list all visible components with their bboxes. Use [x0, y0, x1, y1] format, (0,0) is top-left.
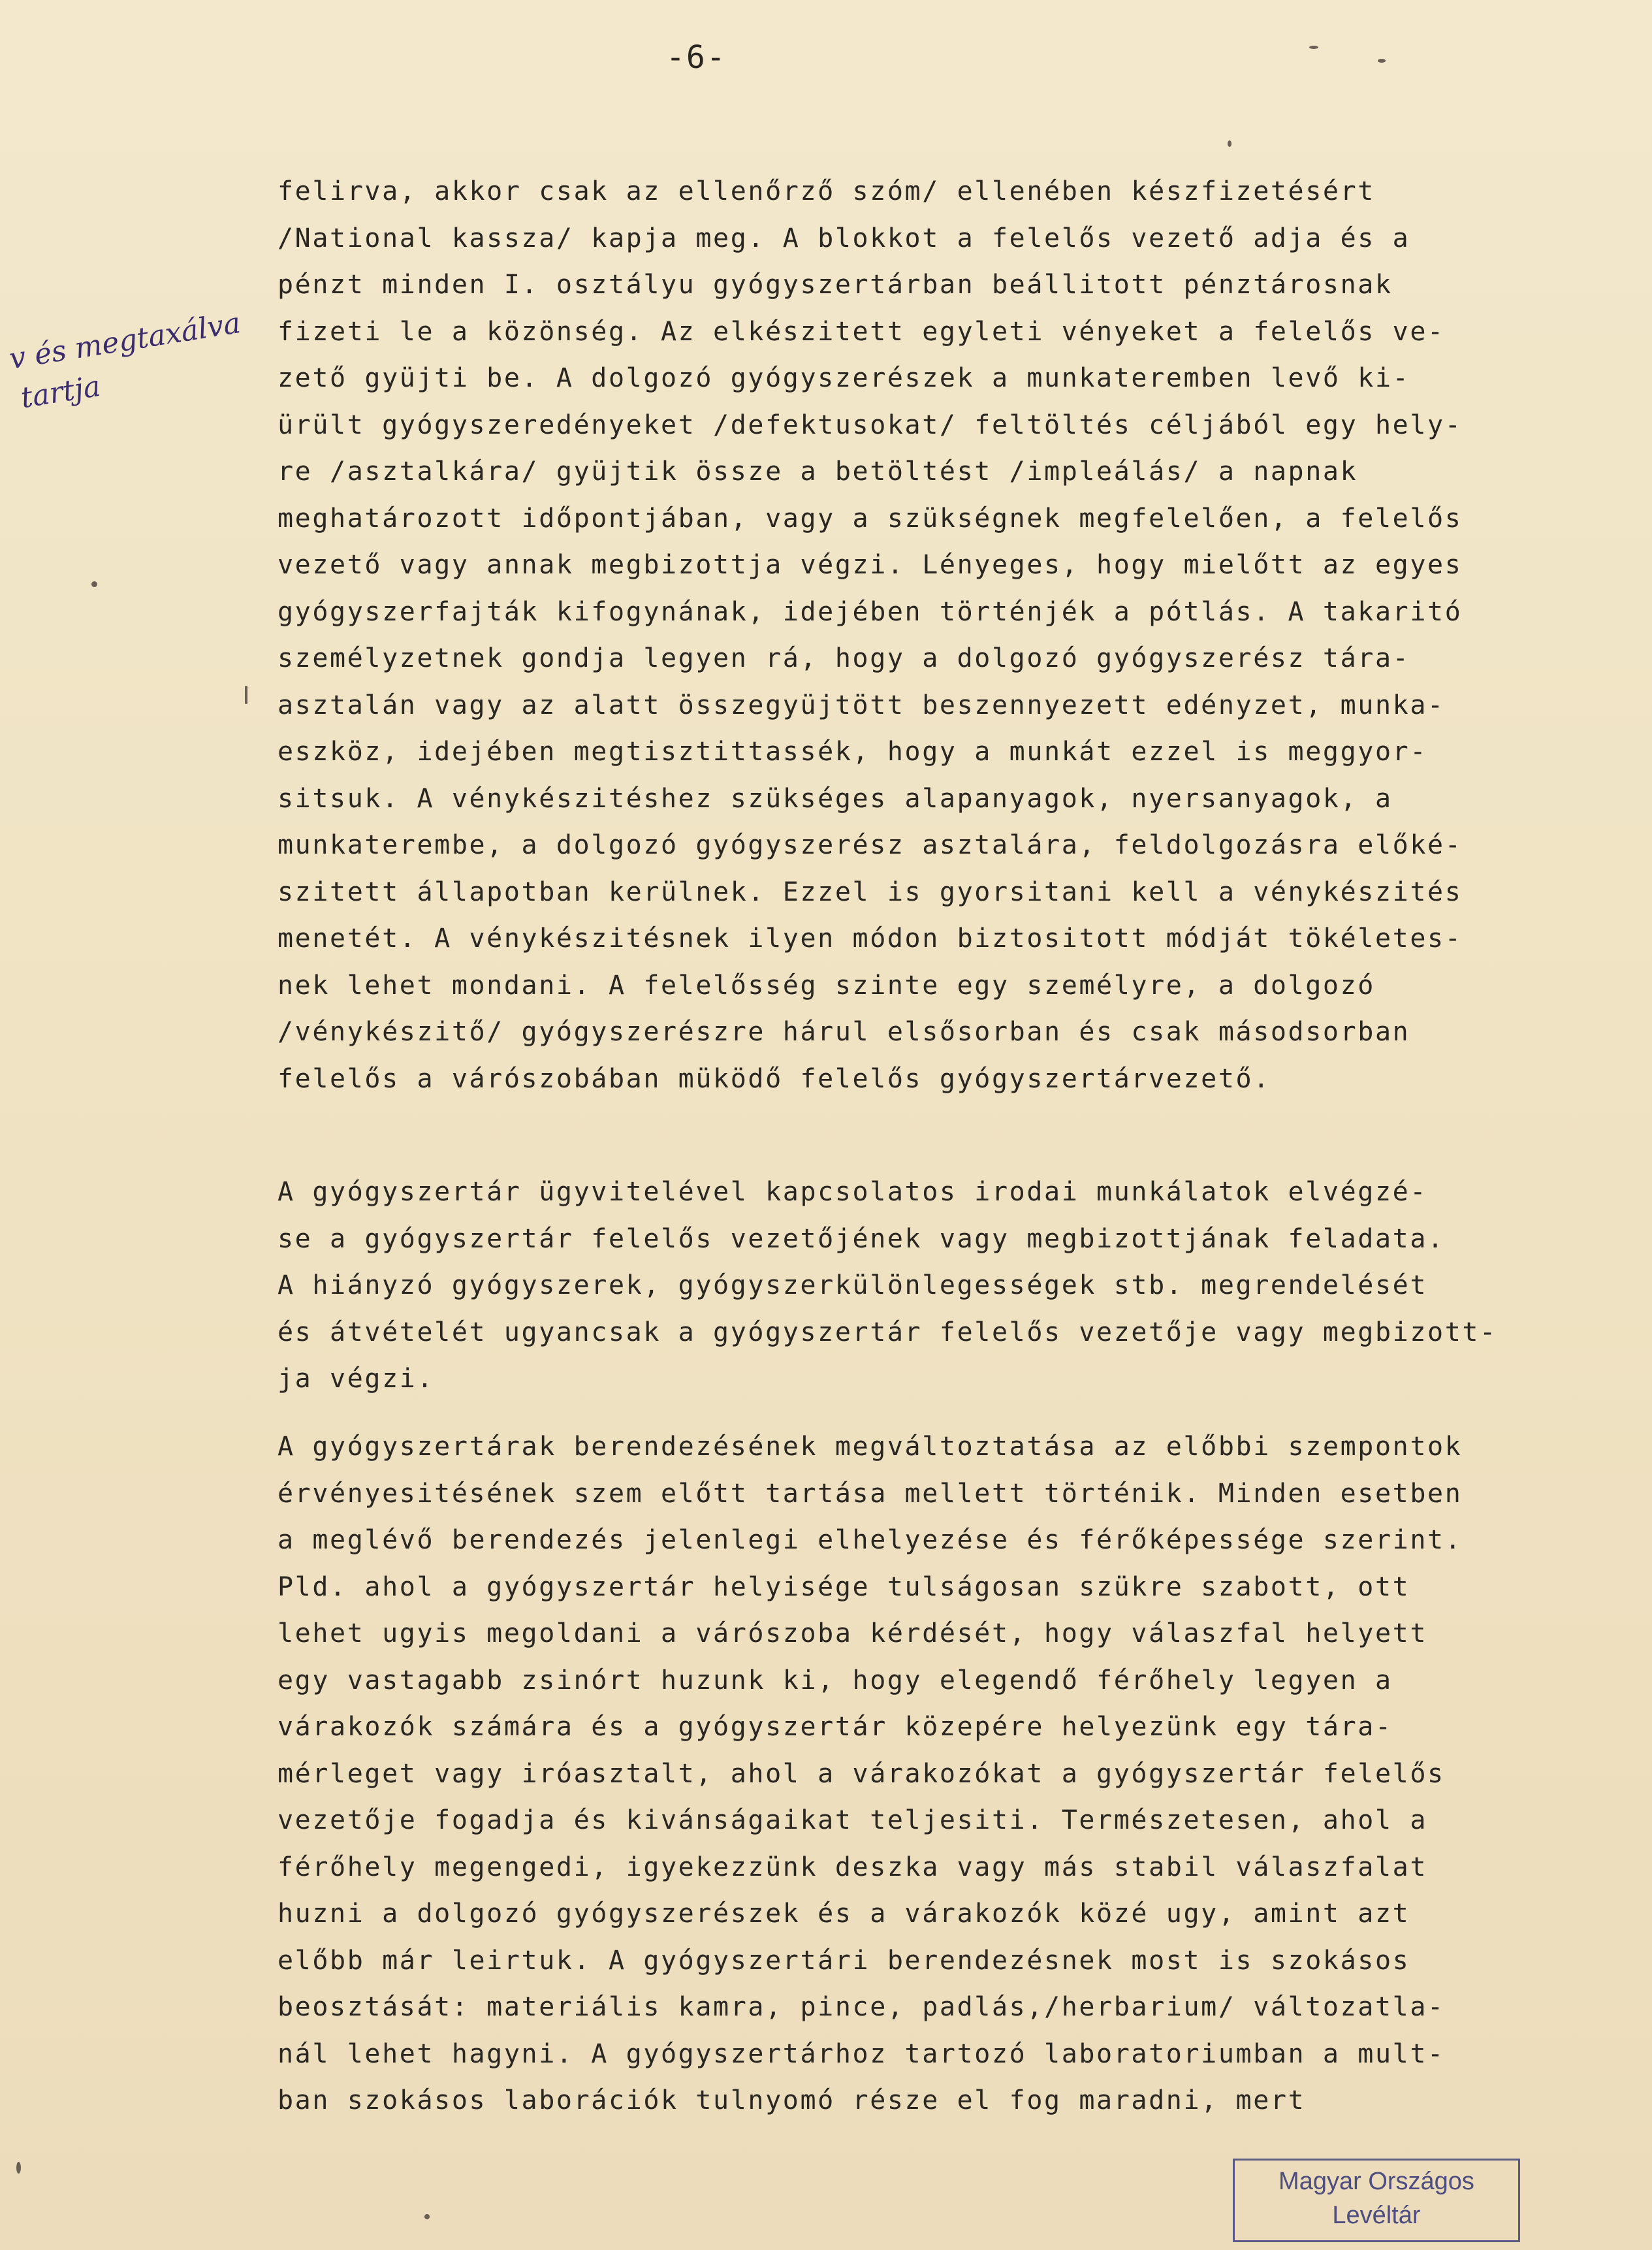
text-line: a meglévő berendezés jelenlegi elhelyezése és férőképessége szerint. — [278, 1525, 1463, 1555]
text-line: se a gyógyszertár felelős vezetőjének vagy megbizottjának feladata. — [278, 1223, 1445, 1254]
text-line: vezetője fogadja és kivánságaikat teljesiti. Természetesen, ahol a — [278, 1805, 1428, 1835]
paper-speck — [245, 686, 247, 704]
text-line: re /asztalkára/ gyüjtik össze a betöltést /impleálás/ a napnak — [278, 457, 1358, 487]
paragraph-1 — [278, 169, 1616, 1102]
handwritten-margin-note — [7, 297, 290, 419]
paper-speck — [1378, 59, 1386, 63]
text-line: ja végzi. — [278, 1364, 435, 1394]
text-line: előbb már leirtuk. A gyógyszertári berendezésnek most is szokásos — [278, 1945, 1410, 1976]
paper-speck — [91, 581, 97, 587]
text-line: nek lehet mondani. A felelősség szinte egy személyre, a dolgozó — [278, 970, 1375, 1001]
text-line: pénzt minden I. osztályu gyógyszertárban beállitott pénztárosnak — [278, 270, 1393, 300]
text-line: A gyógyszertárak berendezésének megváltoztatása az előbbi szempontok — [278, 1432, 1463, 1462]
stamp-line: Levéltár — [1332, 2202, 1421, 2229]
text-line: és átvételét ugyancsak a gyógyszertár felelős vezetője vagy megbizott- — [278, 1317, 1497, 1347]
text-line: férőhely megengedi, igyekezzünk deszka vagy más stabil válaszfalat — [278, 1852, 1428, 1882]
text-line: ban szokásos laborációk tulnyomó része el fog maradni, mert — [278, 2085, 1306, 2115]
text-line: vezető vagy annak megbizottja végzi. Lényeges, hogy mielőtt az egyes — [278, 550, 1463, 580]
paragraph-2 — [278, 1169, 1616, 1403]
text-line: személyzetnek gondja legyen rá, hogy a dolgozó gyógyszerész tára- — [278, 643, 1410, 673]
text-line: felelős a várószobában müködő felelős gyógyszertárvezető. — [278, 1063, 1271, 1094]
text-line: nál lehet hagyni. A gyógyszertárhoz tartozó laboratoriumban a mult- — [278, 2038, 1445, 2069]
text-line: Pld. ahol a gyógyszertár helyisége tulságosan szükre szabott, ott — [278, 1571, 1410, 1602]
archive-stamp — [1233, 2159, 1520, 2242]
stamp-line: Magyar Országos — [1279, 2168, 1474, 2195]
text-line: A hiányzó gyógyszerek, gyógyszerkülönlegességek stb. megrendelését — [278, 1270, 1428, 1300]
text-line: szitett állapotban kerülnek. Ezzel is gyorsitani kell a vénykészités — [278, 876, 1463, 907]
paper-speck — [1228, 140, 1231, 147]
text-line: eszköz, idejében megtisztittassék, hogy a munkát ezzel is meggyor- — [278, 737, 1428, 767]
margin-note-line: tartja — [18, 369, 103, 415]
text-line: sitsuk. A vénykészitéshez szükséges alapanyagok, nyersanyagok, a — [278, 783, 1393, 814]
text-line: érvényesitésének szem előtt tartása mellett történik. Minden esetben — [278, 1478, 1463, 1509]
text-line: /vénykészitő/ gyógyszerészre hárul elsősorban és csak másodsorban — [278, 1017, 1410, 1047]
text-line: menetét. A vénykészitésnek ilyen módon biztositott módját tökéletes- — [278, 924, 1463, 954]
text-line: zető gyüjti be. A dolgozó gyógyszerészek a munkateremben levő ki- — [278, 363, 1410, 393]
text-line: A gyógyszertár ügyvitelével kapcsolatos irodai munkálatok elvégzé- — [278, 1177, 1428, 1207]
text-line: lehet ugyis megoldani a várószoba kérdését, hogy válaszfal helyett — [278, 1618, 1428, 1648]
text-line: várakozók számára és a gyógyszertár közepére helyezünk egy tára- — [278, 1712, 1393, 1742]
text-line: beosztását: materiális kamra, pince, padlás,/herbarium/ változatla- — [278, 1992, 1445, 2022]
text-line: mérleget vagy iróasztalt, ahol a várakozókat a gyógyszertár felelős — [278, 1758, 1445, 1789]
paper-speck — [1309, 46, 1318, 49]
paper-speck — [16, 2162, 21, 2174]
text-line: ürült gyógyszeredényeket /defektusokat/ feltöltés céljából egy hely- — [278, 410, 1463, 440]
page-number: -6- — [666, 39, 727, 76]
text-line: huzni a dolgozó gyógyszerészek és a várakozók közé ugy, amint azt — [278, 1899, 1410, 1929]
text-line: munkaterembe, a dolgozó gyógyszerész asztalára, feldolgozásra előké- — [278, 830, 1463, 860]
text-line: felirva, akkor csak az ellenőrző szóm/ ellenében készfizetésért — [278, 176, 1375, 206]
text-line: egy vastagabb zsinórt huzunk ki, hogy elegendő férőhely legyen a — [278, 1665, 1393, 1696]
text-line: gyógyszerfajták kifogynának, idejében történjék a pótlás. A takaritó — [278, 596, 1463, 627]
text-line: asztalán vagy az alatt összegyüjtött beszennyezett edényzet, munka- — [278, 690, 1445, 720]
text-line: /National kassza/ kapja meg. A blokkot a felelős vezető adja és a — [278, 223, 1410, 253]
text-line: meghatározott időpontjában, vagy a szükségnek megfelelően, a felelős — [278, 503, 1463, 534]
paragraph-3 — [278, 1424, 1616, 2125]
paper-speck — [424, 2214, 430, 2219]
margin-note-line: v és megtaxálva — [7, 306, 243, 376]
text-line: fizeti le a közönség. Az elkészitett egyleti vényeket a felelős ve- — [278, 316, 1445, 347]
